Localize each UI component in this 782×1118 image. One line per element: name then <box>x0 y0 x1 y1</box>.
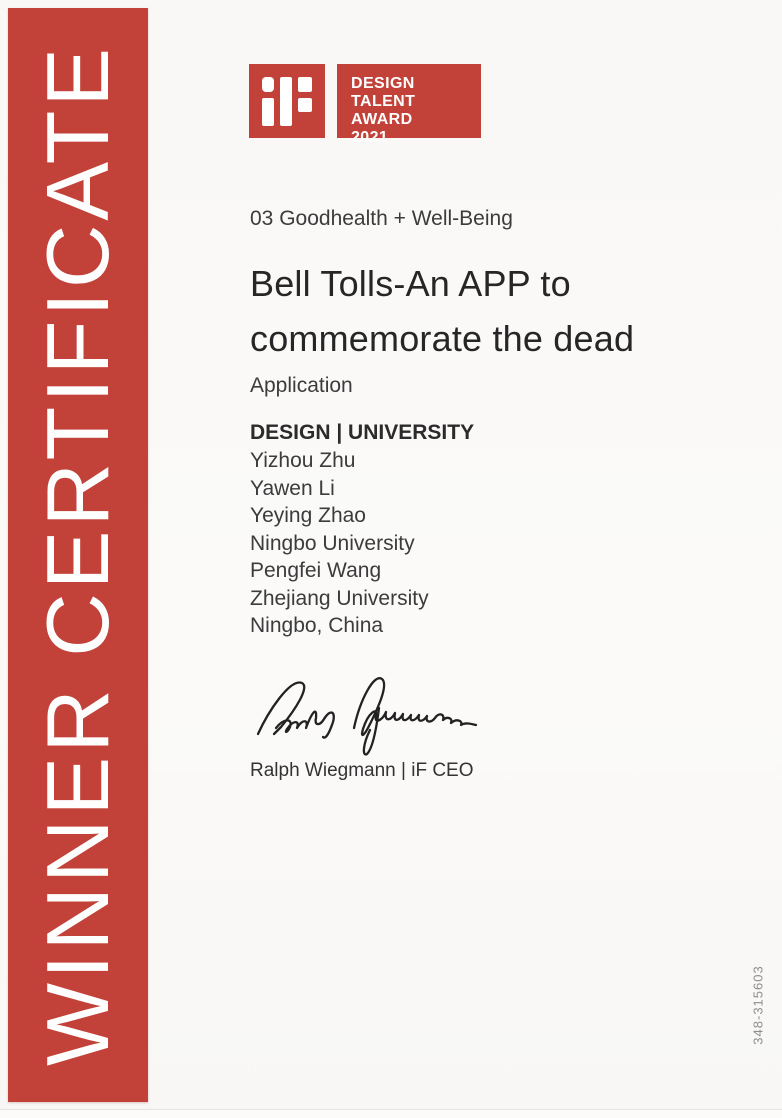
entry-title-line2: commemorate the dead <box>250 318 635 359</box>
entry-type: Application <box>250 374 353 397</box>
certificate-content <box>250 205 730 782</box>
badge-line-talent-award: TALENT AWARD <box>351 93 416 128</box>
credits-header: DESIGN | UNIVERSITY <box>250 421 475 444</box>
if-logo-i-dot <box>262 77 274 92</box>
signer-caption: Ralph Wiegmann | iF CEO <box>250 759 474 781</box>
credit-line: Yizhou Zhu <box>250 449 356 472</box>
entry-title <box>250 256 730 366</box>
award-category: 03 Goodhealth + Well-Being <box>250 207 513 230</box>
if-logo-f-stem <box>280 77 292 126</box>
credit-line: Yawen Li <box>250 476 335 500</box>
credits-section <box>250 419 730 640</box>
signature-image <box>250 666 730 758</box>
winner-banner <box>8 8 148 1102</box>
credit-line: Pengfei Wang <box>250 559 382 582</box>
award-badge-label <box>337 64 481 146</box>
serial-number: 348-315603 <box>750 965 766 1045</box>
credit-line: Ningbo, China <box>250 614 384 637</box>
winner-banner-text: WINNER CERTIFICATE <box>28 43 127 1067</box>
if-award-badge <box>249 64 481 146</box>
if-logo-f-arm-top <box>298 77 312 92</box>
if-logo-f-arm-mid <box>298 98 312 112</box>
badge-line-design: DESIGN <box>351 75 415 92</box>
if-logo-i-bar <box>262 98 274 126</box>
entry-title-line1: Bell Tolls-An APP to <box>250 263 571 304</box>
credit-line: Yeying Zhao <box>250 504 366 527</box>
credit-line: Zhejiang University <box>250 586 429 610</box>
badge-line-year: 2021 <box>351 129 389 146</box>
credit-line: Ningbo University <box>250 531 415 555</box>
if-logo-icon <box>249 64 325 138</box>
page-bottom-margin <box>0 1110 782 1118</box>
